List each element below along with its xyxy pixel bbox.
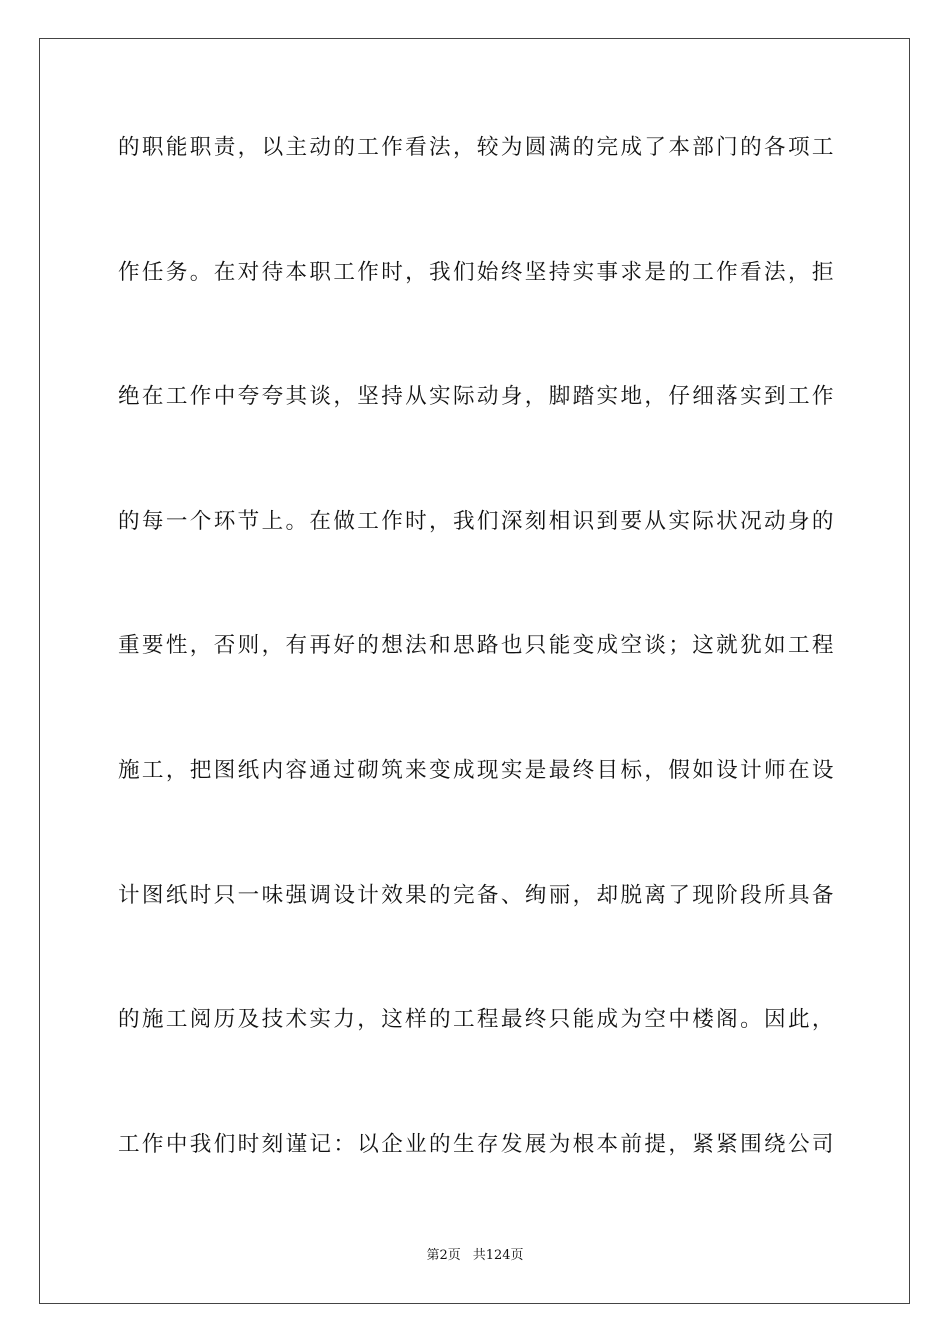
- page-footer: [0, 1247, 950, 1265]
- text-line: 工作中我们时刻谨记：以企业的生存发展为根本前提，紧紧围绕公司: [118, 1131, 834, 1157]
- text-line: 重要性，否则，有再好的想法和思路也只能变成空谈；这就犹如工程: [118, 633, 834, 659]
- text-line: 作任务。在对待本职工作时，我们始终坚持实事求是的工作看法，拒: [118, 259, 834, 285]
- text-line: 的每一个环节上。在做工作时，我们深刻相识到要从实际状况动身的: [118, 508, 834, 534]
- page-total: 共124页: [472, 1248, 524, 1263]
- text-line: 的施工阅历及技术实力，这样的工程最终只能成为空中楼阁。因此，: [118, 1007, 834, 1033]
- text-line: 的职能职责，以主动的工作看法，较为圆满的完成了本部门的各项工: [118, 135, 834, 160]
- document-body: [118, 128, 834, 1249]
- text-line: 计图纸时只一味强调设计效果的完备、绚丽，却脱离了现阶段所具备: [118, 882, 834, 908]
- text-line: 绝在工作中夸夸其谈，坚持从实际动身，脚踏实地，仔细落实到工作: [118, 384, 834, 410]
- text-line: 施工，把图纸内容通过砌筑来变成现实是最终目标，假如设计师在设: [118, 757, 834, 783]
- page-number: 第2页: [426, 1248, 461, 1263]
